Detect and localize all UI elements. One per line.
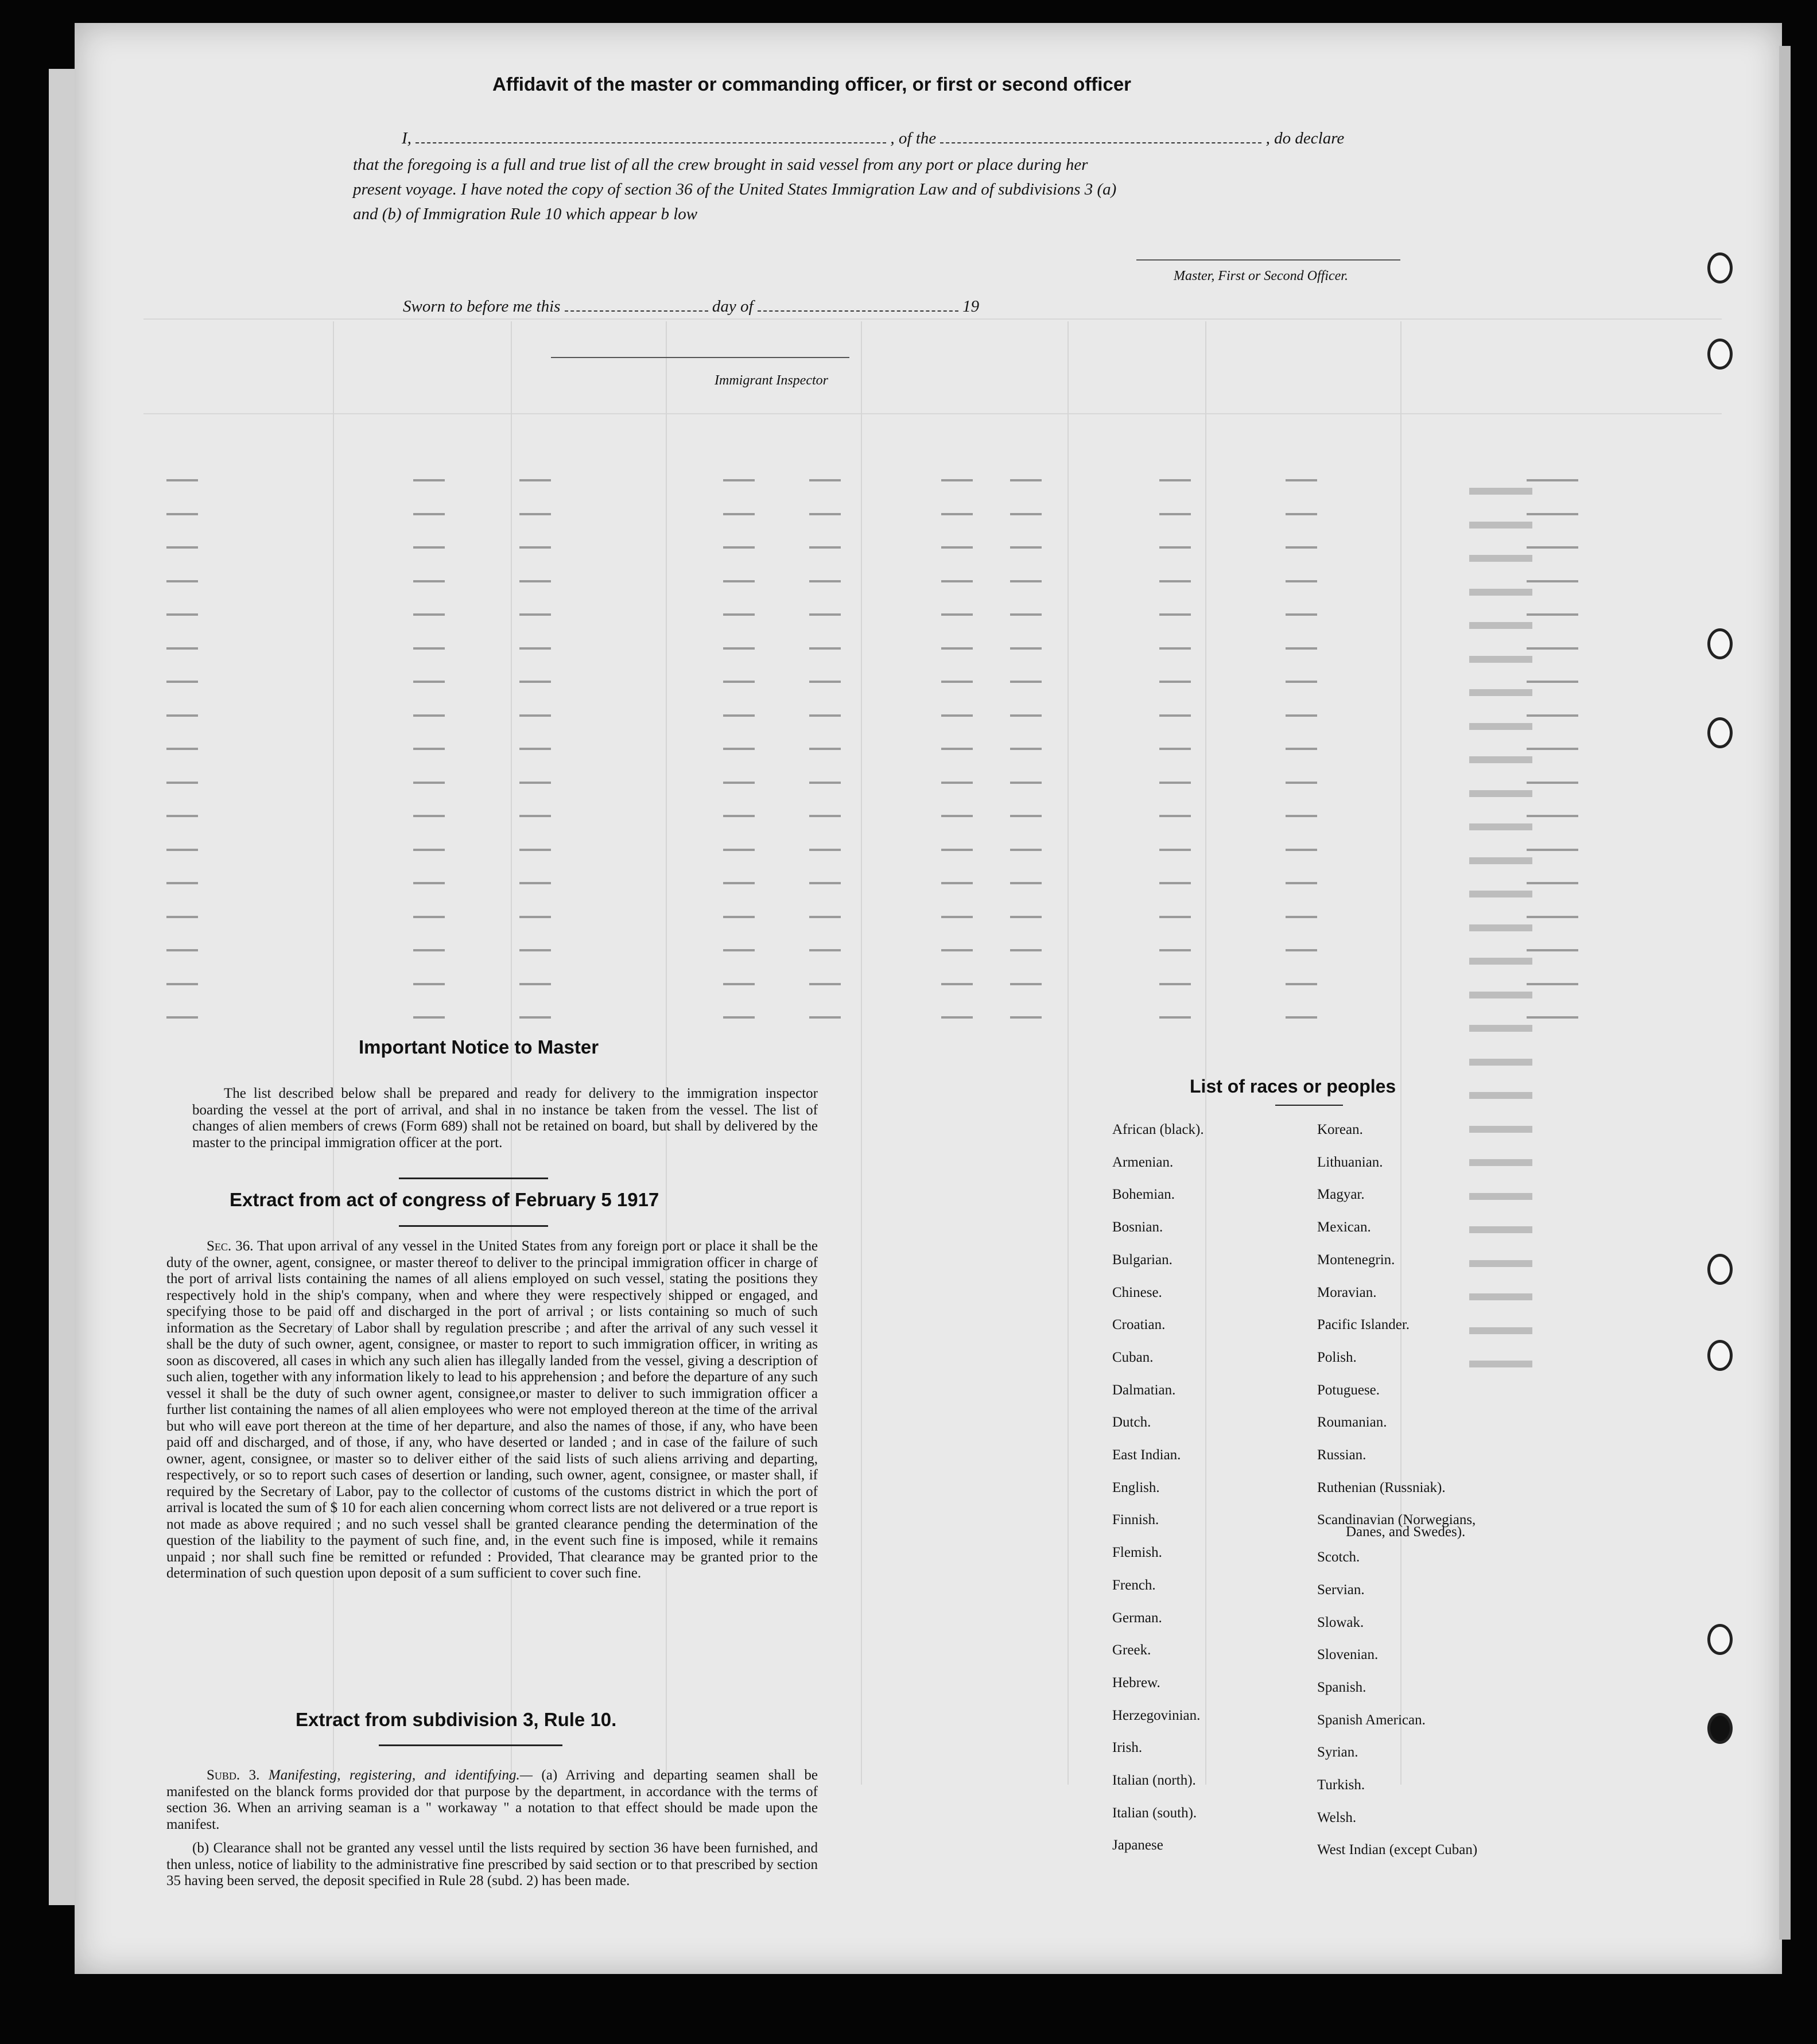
ghost-ditto-mark [166,580,198,582]
ghost-ditto-mark [941,613,973,616]
ghost-ditto-mark [413,580,445,582]
ghost-ditto-mark [1010,748,1042,750]
ghost-rule [143,413,1722,414]
ghost-name-smudge [1469,756,1532,763]
ghost-ditto-mark [413,916,445,918]
ghost-ditto-mark [1010,580,1042,582]
ghost-ditto-mark [1286,815,1317,817]
race-item: Bosnian. [1112,1219,1163,1235]
ghost-ditto-mark [723,916,755,918]
ghost-name-smudge [1469,1193,1532,1200]
ghost-ditto-mark [519,916,551,918]
ghost-name-smudge [1469,958,1532,965]
ghost-ditto-mark [809,479,841,481]
ghost-ditto-mark [941,849,973,851]
notice-text: The list described below shall be prepared and ready for delivery to the immigration inspector boarding the vessel at the port of arrival, and shal in no instance be taken from the vessel. The list of changes of alien members of crews (Form 689) shall not be retained on board, but shall by delivered by the master to the principal immigration officer at the port. [192,1086,818,1151]
ghost-ditto-mark [1286,983,1317,985]
ghost-ditto-mark [1527,882,1578,884]
ghost-ditto-mark [1159,782,1191,784]
race-item: Flemish. [1112,1545,1162,1561]
ghost-ditto-mark [1286,647,1317,650]
ghost-ditto-mark [166,983,198,985]
ghost-ditto-mark [1010,882,1042,884]
ghost-name-smudge [1469,555,1532,562]
ghost-ditto-mark [1159,849,1191,851]
races-title-underline [1275,1105,1343,1106]
ghost-ditto-mark [519,748,551,750]
sworn-month-blank [758,310,958,312]
ghost-ditto-mark [1286,916,1317,918]
affidavit-line-4: and (b) of Immigration Rule 10 which appear b low [353,205,698,223]
ghost-ditto-mark [1286,882,1317,884]
races-title: List of races or peoples [1190,1076,1396,1097]
race-item: Dalmatian. [1112,1382,1176,1398]
act-text [166,1238,818,1582]
inspector-signature-line [551,357,849,358]
rule-subd-label: Subd. 3. [207,1767,260,1783]
ghost-ditto-mark [166,882,198,884]
ghost-name-smudge [1469,656,1532,663]
ghost-ditto-mark [1010,613,1042,616]
ghost-ditto-mark [519,613,551,616]
sworn-line [403,297,979,316]
race-item: Japanese [1112,1837,1163,1853]
ghost-ditto-mark [1286,613,1317,616]
ghost-ditto-mark [166,714,198,717]
ghost-ditto-mark [809,782,841,784]
race-item: Pacific Islander. [1317,1317,1410,1333]
ghost-name-smudge [1469,924,1532,931]
ghost-ditto-mark [1527,815,1578,817]
sworn-prefix: Sworn to before me this [403,297,561,316]
ghost-ditto-mark [1010,479,1042,481]
ghost-ditto-mark [809,580,841,582]
ghost-name-smudge [1469,1260,1532,1267]
race-item: Syrian. [1317,1744,1358,1761]
ghost-ditto-mark [1527,580,1578,582]
act-title: Extract from act of congress of February 5 1917 [230,1189,659,1210]
ghost-ditto-mark [166,513,198,515]
race-item: Italian (north). [1112,1773,1196,1788]
ghost-ditto-mark [413,1016,445,1019]
ghost-ditto-mark [809,681,841,683]
race-item: Finnish. [1112,1512,1159,1528]
ghost-ditto-mark [413,882,445,884]
ghost-ditto-mark [1010,949,1042,951]
ghost-ditto-mark [1527,949,1578,951]
ghost-ditto-mark [413,983,445,985]
race-item: Irish. [1112,1740,1143,1756]
ghost-ditto-mark [809,513,841,515]
ghost-ditto-mark [166,546,198,549]
ghost-ditto-mark [941,748,973,750]
ghost-name-smudge [1469,589,1532,596]
ghost-ditto-mark [1159,546,1191,549]
race-item: Slovenian. [1317,1647,1379,1663]
ghost-ditto-mark [941,681,973,683]
binder-hole-icon [1707,252,1733,283]
ghost-ditto-mark [1010,916,1042,918]
ghost-ditto-mark [519,513,551,515]
race-item: Welsh. [1317,1809,1357,1825]
ghost-column-line [1067,321,1069,1785]
ghost-ditto-mark [519,580,551,582]
ghost-name-smudge [1469,1293,1532,1300]
ghost-ditto-mark [519,1016,551,1019]
ghost-ditto-mark [413,748,445,750]
act-body: That upon arrival of any vessel in the United States from any foreign port or place it shall be the duty of the owner, agent, consignee, or master thereof to deliver to the principal immigration officer in charge of the port of arrival lists containing the names of all aliens employed on such vessel, stating the positions they respectively hold in the ship's company, when and where they were respectively shipped or engaged, and specifying those to be paid off and discharged in the port of arrival ; or lists containing so much of such information as the Secretary of Labor shall by regulation prescribe ; and after the arrival of any such vessel it shall be the duty of such owner, agent, consignee, or master to report to such immigration officer, in writing as soon as discovered, all cases in which any such alien has illegally landed from the vessel, giving a description of such alien, together with any information likely to lead to his apprehension ; and before the departure of any such vessel it shall be the duty of such owner agent, consignee,or master to deliver to such immigration officer a further list containing the names of all alien employees who were not employed thereon at the time of the arrival but who will eave port thereon at the time of her departure, and also the names of those, if any, who have been paid off and discharged, and of those, if any, who have deserted or landed ; and in case of the failure of such owner, agent, consignee, or master so to deliver either of the said lists of such aliens arriving and departing, respectively, or so to report such cases of desertion or landing, such owner, agent, consignee, or master shall, if required by the Secretary of Labor, pay to the collector of customs of the customs district in which the port of arrival is located the sum of $ 10 for each alien concerning whom correct lists are not delivered or a true report is not made as above required ; and no such vessel shall be granted clearance pending the determination of the question of the liability to the payment of such fine, and, in the event such fine is imposed, while it remains unpaid ; nor shall such fine be remitted or refunded : Provided, That clearance may be granted prior to the determination of such question upon deposit of a sum sufficient to cover such fine. [166,1238,818,1581]
section-rule [399,1225,548,1227]
race-item: Magyar. [1317,1187,1365,1203]
race-item: Bohemian. [1112,1187,1175,1203]
ghost-ditto-mark [941,546,973,549]
ghost-ditto-mark [1010,983,1042,985]
ghost-ditto-mark [809,916,841,918]
affidavit-line-1 [402,129,1344,148]
ghost-ditto-mark [413,714,445,717]
ghost-ditto-mark [413,849,445,851]
ghost-ditto-mark [941,882,973,884]
rule-text-a [166,1767,818,1833]
affidavit-line-1-prefix: I, [402,129,411,147]
ghost-ditto-mark [413,647,445,650]
ghost-ditto-mark [1159,1016,1191,1019]
ghost-ditto-mark [723,580,755,582]
ghost-ditto-mark [1159,647,1191,650]
ghost-ditto-mark [1159,916,1191,918]
ghost-ditto-mark [166,748,198,750]
ghost-ditto-mark [1010,714,1042,717]
ghost-ditto-mark [809,1016,841,1019]
section-rule [379,1744,562,1746]
ghost-name-smudge [1469,1327,1532,1334]
ghost-ditto-mark [809,546,841,549]
ghost-ditto-mark [941,983,973,985]
affidavit-title: Affidavit of the master or commanding officer, or first or second officer [492,73,1132,95]
ghost-ditto-mark [166,1016,198,1019]
ghost-ditto-mark [413,782,445,784]
ghost-name-smudge [1469,1159,1532,1166]
ghost-ditto-mark [809,613,841,616]
ghost-name-smudge [1469,1092,1532,1099]
race-item: Dutch. [1112,1415,1151,1431]
ghost-name-smudge [1469,1361,1532,1367]
ghost-ditto-mark [1159,513,1191,515]
race-item: West Indian (except Cuban) [1317,1842,1478,1858]
race-item: Moravian. [1317,1284,1377,1300]
ghost-ditto-mark [519,714,551,717]
ghost-ditto-mark [1159,949,1191,951]
ghost-ditto-mark [166,916,198,918]
ghost-ditto-mark [723,714,755,717]
ghost-ditto-mark [941,513,973,515]
race-item: Montenegrin. [1317,1252,1395,1268]
race-item: Croatian. [1112,1317,1166,1333]
ghost-ditto-mark [1010,513,1042,515]
race-item: Servian. [1317,1581,1365,1598]
ghost-ditto-mark [1159,815,1191,817]
ghost-column-line [1400,321,1401,1785]
notice-title: Important Notice to Master [359,1036,599,1058]
race-item: Ruthenian (Russniak). [1317,1479,1446,1495]
binder-hole-icon [1707,1713,1733,1744]
ghost-ditto-mark [1010,815,1042,817]
ghost-ditto-mark [1286,580,1317,582]
ghost-ditto-mark [166,849,198,851]
binder-hole-icon [1707,1340,1733,1371]
ghost-ditto-mark [723,613,755,616]
race-item: Chinese. [1112,1284,1162,1300]
ghost-ditto-mark [1286,849,1317,851]
rule-subd-heading: Manifesting, registering, and identifying.— [268,1767,533,1783]
ghost-ditto-mark [413,546,445,549]
affidavit-line-1-mid: , of the [890,129,937,147]
ghost-ditto-mark [941,949,973,951]
ghost-ditto-mark [166,681,198,683]
race-item: Slowak. [1317,1614,1364,1630]
ghost-ditto-mark [941,815,973,817]
ghost-ditto-mark [166,647,198,650]
race-item: Scotch. [1317,1549,1360,1565]
ghost-ditto-mark [166,613,198,616]
sworn-day-blank [565,310,708,312]
ghost-name-smudge [1469,1126,1532,1133]
ghost-ditto-mark [1286,714,1317,717]
ghost-ditto-mark [723,849,755,851]
ghost-ditto-mark [941,479,973,481]
ghost-name-smudge [1469,522,1532,529]
ghost-ditto-mark [1010,1016,1042,1019]
ghost-ditto-mark [809,949,841,951]
ghost-ditto-mark [809,882,841,884]
race-item: Turkish. [1317,1777,1365,1793]
ghost-ditto-mark [1159,580,1191,582]
race-item: Lithuanian. [1317,1154,1383,1170]
ghost-ditto-mark [723,782,755,784]
ghost-ditto-mark [519,647,551,650]
ghost-ditto-mark [1159,714,1191,717]
race-item: Polish. [1317,1349,1357,1365]
sworn-year: 19 [962,297,980,316]
ghost-ditto-mark [1527,479,1578,481]
ghost-ditto-mark [723,546,755,549]
ghost-ditto-mark [1286,782,1317,784]
ghost-ditto-mark [413,681,445,683]
race-item: French. [1112,1577,1156,1593]
ghost-ditto-mark [519,546,551,549]
ghost-ditto-mark [1286,546,1317,549]
binder-hole-icon [1707,1254,1733,1285]
race-item: Italian (south). [1112,1805,1197,1821]
ghost-ditto-mark [1527,916,1578,918]
ghost-ditto-mark [519,815,551,817]
ghost-ditto-mark [413,479,445,481]
sworn-mid: day of [712,297,754,316]
ghost-name-smudge [1469,1059,1532,1066]
race-item: East Indian. [1112,1447,1181,1463]
rule-title: Extract from subdivision 3, Rule 10. [296,1709,617,1730]
rule-text-a-body: (a) Arriving and departing seamen shall be manifested on the blanck forms provided dor that purpose by the department, in accordance with the terms of section 36. When an arriving seaman is a " workaway " a notation to that effect should be made upon the manifest. [166,1767,818,1832]
race-item: Hebrew. [1112,1674,1160,1691]
ghost-ditto-mark [1159,613,1191,616]
ghost-ditto-mark [1527,849,1578,851]
ghost-ditto-mark [1159,983,1191,985]
ghost-ditto-mark [809,983,841,985]
ghost-ditto-mark [519,479,551,481]
ghost-ditto-mark [1159,748,1191,750]
ghost-ditto-mark [1286,1016,1317,1019]
act-section-label: Sec. 36. [207,1238,254,1254]
race-item: Bulgarian. [1112,1252,1172,1268]
ghost-column-line [1205,321,1206,1785]
ghost-ditto-mark [941,782,973,784]
race-item: Greek. [1112,1642,1151,1658]
ghost-ditto-mark [1527,546,1578,549]
affidavit-line-1-suffix: , do declare [1265,129,1345,147]
ghost-name-smudge [1469,857,1532,864]
binder-hole-icon [1707,1624,1733,1655]
ghost-ditto-mark [809,748,841,750]
ghost-name-smudge [1469,891,1532,897]
section-rule [399,1178,548,1179]
ghost-name-smudge [1469,823,1532,830]
ghost-ditto-mark [519,983,551,985]
race-item: Spanish. [1317,1679,1366,1695]
ghost-name-smudge [1469,723,1532,730]
ghost-ditto-mark [413,613,445,616]
ghost-name-smudge [1469,790,1532,797]
ghost-ditto-mark [519,849,551,851]
ghost-name-smudge [1469,622,1532,629]
vessel-blank [940,142,1261,143]
ghost-ditto-mark [723,748,755,750]
binder-hole-icon [1707,339,1733,370]
race-item: Mexican. [1317,1219,1371,1235]
ghost-ditto-mark [166,479,198,481]
ghost-name-smudge [1469,992,1532,998]
ghost-ditto-mark [1527,681,1578,683]
ghost-ditto-mark [1286,949,1317,951]
ghost-ditto-mark [1527,983,1578,985]
ghost-ditto-mark [1286,479,1317,481]
affidavit-line-3: present voyage. I have noted the copy of section 36 of the United States Immigration Law and of subdivisions 3 (a) [353,180,1117,199]
ghost-ditto-mark [941,1016,973,1019]
race-item: Herzegovinian. [1112,1707,1201,1723]
ghost-ditto-mark [809,815,841,817]
ghost-column-line [861,321,862,1785]
ghost-ditto-mark [809,849,841,851]
ghost-name-smudge [1469,1226,1532,1233]
race-item: German. [1112,1610,1162,1626]
race-item: Korean. [1317,1122,1363,1137]
binder-hole-icon [1707,717,1733,748]
race-item: Potuguese. [1317,1382,1380,1398]
ghost-ditto-mark [1159,479,1191,481]
ghost-ditto-mark [1286,748,1317,750]
ghost-ditto-mark [723,815,755,817]
ghost-ditto-mark [1527,714,1578,717]
race-item: Spanish American. [1317,1712,1426,1728]
ghost-ditto-mark [1010,681,1042,683]
ghost-ditto-mark [941,916,973,918]
ghost-ditto-mark [519,681,551,683]
ghost-ditto-mark [1286,513,1317,515]
ghost-ditto-mark [1527,647,1578,650]
race-item-continued: Danes, and Swedes). [1346,1524,1466,1540]
ghost-ditto-mark [1527,1016,1578,1019]
ghost-ditto-mark [723,513,755,515]
race-item: Russian. [1317,1447,1366,1463]
signature-label: Master, First or Second Officer. [1174,269,1348,283]
ghost-ditto-mark [1159,681,1191,683]
ghost-ditto-mark [1010,647,1042,650]
race-item: African (black). [1112,1122,1204,1137]
ghost-ditto-mark [413,949,445,951]
ghost-ditto-mark [809,714,841,717]
ghost-ditto-mark [1159,882,1191,884]
ghost-name-smudge [1469,689,1532,696]
ghost-ditto-mark [1527,782,1578,784]
ghost-ditto-mark [723,479,755,481]
affidavit-line-2: that the foregoing is a full and true list of all the crew brought in said vessel from any port or place during her [353,156,1088,174]
ghost-ditto-mark [723,681,755,683]
ghost-ditto-mark [166,815,198,817]
ghost-ditto-mark [519,782,551,784]
race-item: Armenian. [1112,1154,1174,1170]
ghost-ditto-mark [723,1016,755,1019]
ghost-ditto-mark [1527,613,1578,616]
ghost-ditto-mark [519,882,551,884]
name-blank [416,142,886,143]
page-edge-right [1779,46,1791,1940]
inspector-label: Immigrant Inspector [715,373,828,388]
ghost-ditto-mark [723,983,755,985]
binder-hole-icon [1707,628,1733,659]
race-item: Cuban. [1112,1349,1154,1365]
race-item: English. [1112,1479,1160,1495]
ghost-name-smudge [1469,488,1532,495]
ghost-ditto-mark [166,949,198,951]
ghost-ditto-mark [166,782,198,784]
ghost-ditto-mark [941,580,973,582]
ghost-ditto-mark [1527,748,1578,750]
ghost-ditto-mark [723,949,755,951]
rule-text-b: (b) Clearance shall not be granted any vessel until the lists required by section 36 have been furnished, and then unless, notice of liability to the administrative fine prescribed by said section or to that prescribed by section 35 having been served, the deposit specified in Rule 28 (subd. 2) has been made. [166,1840,818,1888]
ghost-ditto-mark [723,647,755,650]
ghost-ditto-mark [1010,546,1042,549]
ghost-ditto-mark [519,949,551,951]
race-item: Scandinavian (Norwegians, [1317,1512,1476,1528]
ghost-name-smudge [1469,1025,1532,1032]
ghost-ditto-mark [941,714,973,717]
ghost-ditto-mark [1527,513,1578,515]
ghost-ditto-mark [1010,849,1042,851]
ghost-rule [143,318,1722,320]
ghost-ditto-mark [941,647,973,650]
race-item: Roumanian. [1317,1415,1387,1431]
ghost-ditto-mark [413,815,445,817]
ghost-ditto-mark [809,647,841,650]
ghost-ditto-mark [723,882,755,884]
signature-line [1136,259,1400,261]
ghost-ditto-mark [413,513,445,515]
ghost-ditto-mark [1010,782,1042,784]
ghost-ditto-mark [1286,681,1317,683]
